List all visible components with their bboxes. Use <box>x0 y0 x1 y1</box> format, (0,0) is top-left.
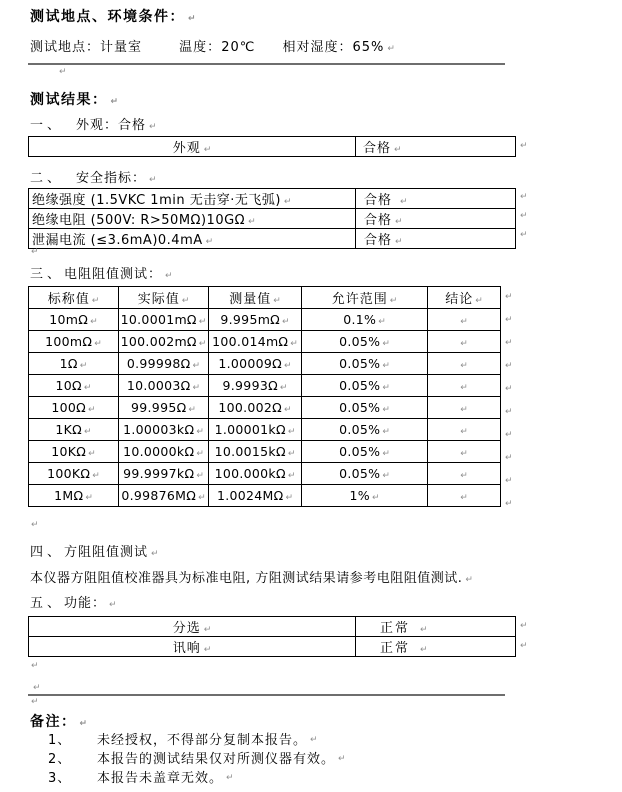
cell-end-mark: ↵ <box>382 339 390 349</box>
nominal-cell <box>29 485 119 507</box>
appearance-result-cell <box>356 137 516 157</box>
header-text: 实际值 <box>137 292 180 307</box>
table-row <box>29 397 501 419</box>
cell-end-mark: ↵ <box>287 471 296 481</box>
cell-text: 1.00009Ω <box>218 356 283 371</box>
cell-text: 0.99876MΩ <box>121 488 197 503</box>
cell-end-mark: ↵ <box>282 317 290 327</box>
cell-end-mark: ↵ <box>382 471 390 481</box>
cell-end-mark: ↵ <box>188 405 196 415</box>
appearance-item-cell <box>29 137 356 157</box>
env-line <box>30 36 395 55</box>
cell-text: 外观 <box>172 141 201 156</box>
cell-text: 1.00001kΩ <box>214 422 286 437</box>
conclusion-cell <box>428 331 501 353</box>
env-temperature-label: 温度： <box>179 40 222 55</box>
row-end-mark: ↵ <box>520 230 528 240</box>
paragraph-mark: ↵ <box>465 575 473 585</box>
cell-end-mark: ↵ <box>198 493 206 503</box>
section-number: 一、 <box>30 118 65 133</box>
cell-text: 10Ω <box>55 378 82 393</box>
cell-end-mark: ↵ <box>460 405 468 415</box>
cell-text: 绝缘电阻 (500V: R>50MΩ)10GΩ <box>32 213 246 228</box>
row-end-mark: ↵ <box>520 211 528 221</box>
range-cell <box>302 309 428 331</box>
table-row <box>29 137 516 157</box>
cell-end-mark: ↵ <box>198 339 207 349</box>
measured-cell <box>209 353 302 375</box>
section-number: 五、 <box>30 596 65 611</box>
cell-end-mark: ↵ <box>90 317 98 327</box>
cell-end-mark: ↵ <box>92 471 100 481</box>
function-item-cell <box>29 617 356 637</box>
cell-text: 0.05% <box>339 356 381 371</box>
actual-cell <box>119 375 209 397</box>
cell-text: 0.99998Ω <box>126 356 191 371</box>
paragraph-mark: ↵ <box>149 122 157 132</box>
row-end-mark: ↵ <box>520 192 528 202</box>
cell-text: 100.002mΩ <box>120 334 197 349</box>
measured-cell <box>209 419 302 441</box>
cell-end-mark: ↵ <box>382 449 390 459</box>
header-text: 允许范围 <box>331 292 388 307</box>
column-header-measured <box>209 287 302 309</box>
header-text: 测量值 <box>229 292 272 307</box>
paragraph-mark: ↵ <box>387 44 395 54</box>
env-humidity-label: 相对湿度： <box>282 40 353 55</box>
section-heading-text: 功能： <box>64 596 107 611</box>
cell-text: 100Ω <box>51 400 87 415</box>
conclusion-cell <box>428 353 501 375</box>
cell-end-mark: ↵ <box>205 237 214 247</box>
row-end-mark: ↵ <box>505 292 513 302</box>
env-location-label: 测试地点： <box>30 40 101 55</box>
cell-end-mark: ↵ <box>85 493 93 503</box>
cell-end-mark: ↵ <box>203 645 212 655</box>
cell-text: 1.0024MΩ <box>216 488 284 503</box>
cell-end-mark: ↵ <box>84 427 92 437</box>
actual-cell <box>119 353 209 375</box>
table-row <box>29 419 501 441</box>
row-end-mark: ↵ <box>505 361 513 371</box>
measured-cell <box>209 331 302 353</box>
section-heading-text: 外观：合格 <box>76 118 147 133</box>
section-heading-appearance <box>30 114 157 133</box>
actual-cell <box>119 397 209 419</box>
remark-text: 未经授权，不得部分复制本报告。 <box>97 733 308 748</box>
cell-end-mark: ↵ <box>460 317 468 327</box>
paragraph-mark: ↵ <box>149 175 157 185</box>
cell-end-mark: ↵ <box>181 296 190 306</box>
cell-end-mark: ↵ <box>88 405 96 415</box>
functions-table-wrap <box>28 616 528 657</box>
conclusion-cell <box>428 397 501 419</box>
cell-text: 1KΩ <box>55 422 83 437</box>
conclusion-cell <box>428 463 501 485</box>
results-title <box>30 89 118 109</box>
cell-end-mark: ↵ <box>382 427 390 437</box>
column-header-nominal <box>29 287 119 309</box>
measured-cell <box>209 375 302 397</box>
remarks-list <box>48 731 346 788</box>
section-heading-sheet-resistance <box>30 541 159 560</box>
section-heading-text: 方阻阻值测试 <box>64 545 149 560</box>
nominal-cell <box>29 331 119 353</box>
cell-text: 0.05% <box>339 334 381 349</box>
safety-result-cell <box>356 209 516 229</box>
resistance-table-wrap <box>28 286 513 516</box>
paragraph-mark: ↵ <box>310 735 318 745</box>
functions-table <box>28 616 516 657</box>
cell-text: 合格 <box>364 213 393 228</box>
conclusion-cell <box>428 485 501 507</box>
remark-item <box>48 769 346 788</box>
cell-end-mark: ↵ <box>287 427 296 437</box>
cell-end-mark: ↵ <box>279 383 288 393</box>
cell-end-mark: ↵ <box>203 625 212 635</box>
cell-end-mark: ↵ <box>196 427 204 437</box>
env-humidity-field <box>282 36 394 55</box>
cell-text: 9.9993Ω <box>222 378 278 393</box>
conclusion-cell <box>428 419 501 441</box>
measured-cell <box>209 397 302 419</box>
range-cell <box>302 441 428 463</box>
resistance-table <box>28 286 501 507</box>
note-text: 本仪器方阻阻值校准器具为标准电阻, 方阻测试结果请参考电阻阻值测试. <box>30 571 463 586</box>
remarks-title <box>30 711 87 731</box>
cell-text: 泄漏电流 (≤3.6mA)0.4mA <box>32 233 203 248</box>
cell-end-mark: ↵ <box>460 471 468 481</box>
column-header-range <box>302 287 428 309</box>
remark-item <box>48 750 346 769</box>
paragraph-mark: ↵ <box>188 14 196 24</box>
actual-cell <box>119 485 209 507</box>
cell-end-mark: ↵ <box>91 296 100 306</box>
section-heading-safety <box>30 167 157 186</box>
range-cell <box>302 353 428 375</box>
table-row <box>29 309 501 331</box>
cell-text: 0.05% <box>339 400 381 415</box>
nominal-cell <box>29 419 119 441</box>
paragraph-mark: ↵ <box>31 697 39 707</box>
range-cell <box>302 397 428 419</box>
safety-table-wrap <box>28 188 528 249</box>
cell-end-mark: ↵ <box>382 405 390 415</box>
header-text: 标称值 <box>47 292 90 307</box>
table-row <box>29 463 501 485</box>
paragraph-mark: ↵ <box>31 661 39 671</box>
cell-text: 100.014mΩ <box>212 334 289 349</box>
cell-end-mark: ↵ <box>285 493 294 503</box>
env-conditions-title-text: 测试地点、环境条件： <box>30 9 185 25</box>
cell-text: 10.0015kΩ <box>214 444 286 459</box>
cell-end-mark: ↵ <box>382 383 390 393</box>
cell-end-mark: ↵ <box>475 296 483 306</box>
cell-text: 10KΩ <box>51 444 87 459</box>
sheet-resistance-note <box>30 567 473 586</box>
cell-end-mark: ↵ <box>94 339 102 349</box>
cell-text: 0.05% <box>339 466 381 481</box>
range-cell <box>302 419 428 441</box>
cell-end-mark: ↵ <box>79 361 88 371</box>
nominal-cell <box>29 441 119 463</box>
divider-line-bottom <box>28 694 505 696</box>
paragraph-mark: ↵ <box>338 754 346 764</box>
row-end-marks <box>520 188 528 245</box>
cell-text: 100.000kΩ <box>214 466 286 481</box>
cell-end-mark: ↵ <box>203 145 212 155</box>
results-title-text: 测试结果： <box>30 92 108 108</box>
row-end-marks <box>520 616 528 656</box>
cell-end-mark: ↵ <box>420 645 428 655</box>
cell-end-mark: ↵ <box>192 383 201 393</box>
range-cell <box>302 485 428 507</box>
row-end-mark: ↵ <box>505 453 513 463</box>
row-end-mark: ↵ <box>505 407 513 417</box>
measured-cell <box>209 309 302 331</box>
row-end-mark: ↵ <box>505 476 513 486</box>
paragraph-mark: ↵ <box>110 97 119 107</box>
safety-item-cell <box>29 229 356 249</box>
remark-number: 3、 <box>48 771 72 786</box>
conclusion-cell <box>428 441 501 463</box>
cell-end-mark: ↵ <box>83 383 92 393</box>
cell-end-mark: ↵ <box>460 383 468 393</box>
cell-text: 10mΩ <box>49 312 89 327</box>
safety-item-cell <box>29 209 356 229</box>
paragraph-mark: ↵ <box>59 67 67 77</box>
cell-end-mark: ↵ <box>395 217 403 227</box>
cell-text: 99.9997kΩ <box>123 466 195 481</box>
nominal-cell <box>29 397 119 419</box>
column-header-actual <box>119 287 209 309</box>
env-conditions-title <box>30 6 196 26</box>
row-end-mark: ↵ <box>505 499 513 509</box>
cell-end-mark: ↵ <box>382 361 390 371</box>
nominal-cell <box>29 463 119 485</box>
row-end-mark: ↵ <box>520 621 528 631</box>
section-number: 三、 <box>30 267 65 282</box>
measured-cell <box>209 485 302 507</box>
cell-end-mark: ↵ <box>290 339 298 349</box>
cell-end-mark: ↵ <box>283 197 292 207</box>
cell-end-mark: ↵ <box>378 317 386 327</box>
cell-text: 100KΩ <box>47 466 91 481</box>
env-location-value: 计量室 <box>100 40 143 55</box>
safety-result-cell <box>356 229 516 249</box>
appearance-table-wrap <box>28 136 528 157</box>
cell-end-mark: ↵ <box>420 625 428 635</box>
cell-end-mark: ↵ <box>389 296 398 306</box>
cell-text: 正常 <box>380 641 411 656</box>
cell-end-mark: ↵ <box>273 296 281 306</box>
nominal-cell <box>29 353 119 375</box>
row-end-mark: ↵ <box>505 430 513 440</box>
cell-text: 0.05% <box>339 378 381 393</box>
remark-number: 1、 <box>48 733 72 748</box>
actual-cell <box>119 331 209 353</box>
actual-cell <box>119 441 209 463</box>
cell-end-mark: ↵ <box>284 361 292 371</box>
cell-end-mark: ↵ <box>287 449 296 459</box>
table-row <box>29 375 501 397</box>
table-row <box>29 353 501 375</box>
env-location-field <box>30 36 142 55</box>
row-end-mark: ↵ <box>505 384 513 394</box>
cell-text: 0.1% <box>343 312 377 327</box>
section-heading-functions <box>30 592 117 611</box>
cell-text: 1Ω <box>59 356 78 371</box>
cell-text: 分选 <box>172 621 201 636</box>
actual-cell <box>119 419 209 441</box>
cell-end-mark: ↵ <box>460 361 468 371</box>
remark-number: 2、 <box>48 752 72 767</box>
row-end-mark: ↵ <box>520 641 528 651</box>
cell-text: 10.0003Ω <box>126 378 191 393</box>
conclusion-cell <box>428 309 501 331</box>
measured-cell <box>209 463 302 485</box>
table-row <box>29 209 516 229</box>
table-row <box>29 617 516 637</box>
table-row <box>29 189 516 209</box>
cell-text: 绝缘强度 (1.5VKC 1min 无击穿·无飞弧) <box>32 193 281 208</box>
cell-end-mark: ↵ <box>248 217 256 227</box>
row-end-mark: ↵ <box>520 141 528 151</box>
cell-text: 合格 <box>364 233 393 248</box>
section-heading-resistance <box>30 263 173 282</box>
cell-end-mark: ↵ <box>371 493 380 503</box>
section-number: 二、 <box>30 171 65 186</box>
cell-end-mark: ↵ <box>198 317 207 327</box>
appearance-table <box>28 136 516 157</box>
env-temperature-value: 20℃ <box>221 40 256 55</box>
table-row <box>29 637 516 657</box>
cell-end-mark: ↵ <box>460 427 468 437</box>
remark-text: 本报告未盖章无效。 <box>97 771 224 786</box>
cell-end-mark: ↵ <box>196 471 204 481</box>
table-row <box>29 331 501 353</box>
header-row <box>29 287 501 309</box>
function-result-cell <box>356 617 516 637</box>
cell-end-mark: ↵ <box>395 237 403 247</box>
cell-text: 9.995mΩ <box>220 312 281 327</box>
section-heading-text: 安全指标： <box>76 171 147 186</box>
table-row <box>29 485 501 507</box>
cell-end-mark: ↵ <box>284 405 292 415</box>
paragraph-mark: ↵ <box>31 247 39 257</box>
paragraph-mark: ↵ <box>31 520 39 530</box>
cell-text: 合格 <box>364 193 393 208</box>
column-header-conclusion <box>428 287 501 309</box>
section-number: 四、 <box>30 545 65 560</box>
cell-text: 100.002Ω <box>218 400 283 415</box>
paragraph-mark: ↵ <box>109 600 117 610</box>
safety-table <box>28 188 516 249</box>
cell-text: 正常 <box>380 621 411 636</box>
actual-cell <box>119 309 209 331</box>
cell-text: 100mΩ <box>45 334 93 349</box>
remarks-title-text: 备注： <box>30 714 77 730</box>
remark-text: 本报告的测试结果仅对所测仪器有效。 <box>97 752 336 767</box>
cell-end-mark: ↵ <box>460 449 468 459</box>
cell-end-mark: ↵ <box>460 339 468 349</box>
section-heading-text: 电阻阻值测试： <box>64 267 163 282</box>
cell-end-mark: ↵ <box>88 449 96 459</box>
cell-text: 1MΩ <box>54 488 84 503</box>
paragraph-mark: ↵ <box>226 773 234 783</box>
row-end-mark: ↵ <box>505 315 513 325</box>
safety-item-cell <box>29 189 356 209</box>
actual-cell <box>119 463 209 485</box>
cell-text: 合格 <box>363 141 392 156</box>
row-end-marks <box>505 286 513 516</box>
divider-line-top <box>28 63 505 65</box>
function-result-cell <box>356 637 516 657</box>
measured-cell <box>209 441 302 463</box>
cell-end-mark: ↵ <box>400 197 408 207</box>
cell-text: 讯响 <box>172 641 201 656</box>
cell-text: 1.00003kΩ <box>123 422 195 437</box>
env-humidity-value: 65% <box>352 40 385 55</box>
header-text: 结论 <box>445 292 474 307</box>
paragraph-mark: ↵ <box>79 719 88 729</box>
safety-result-cell <box>356 189 516 209</box>
cell-text: 99.995Ω <box>131 400 187 415</box>
paragraph-mark: ↵ <box>165 271 173 281</box>
range-cell <box>302 463 428 485</box>
cell-end-mark: ↵ <box>196 449 204 459</box>
row-end-mark: ↵ <box>505 338 513 348</box>
cell-end-mark: ↵ <box>460 493 468 503</box>
cell-text: 1% <box>349 488 370 503</box>
cell-text: 0.05% <box>339 422 381 437</box>
nominal-cell <box>29 309 119 331</box>
cell-text: 10.0000kΩ <box>123 444 195 459</box>
table-row <box>29 441 501 463</box>
cell-end-mark: ↵ <box>192 361 201 371</box>
cell-text: 0.05% <box>339 444 381 459</box>
cell-text: 10.0001mΩ <box>120 312 197 327</box>
conclusion-cell <box>428 375 501 397</box>
paragraph-mark: ↵ <box>151 549 159 559</box>
function-item-cell <box>29 637 356 657</box>
cell-end-mark: ↵ <box>394 145 402 155</box>
nominal-cell <box>29 375 119 397</box>
remark-item <box>48 731 346 750</box>
paragraph-mark: ↵ <box>33 683 41 693</box>
range-cell <box>302 375 428 397</box>
table-row <box>29 229 516 249</box>
row-end-marks <box>520 136 528 157</box>
range-cell <box>302 331 428 353</box>
env-temperature-field <box>179 36 255 55</box>
